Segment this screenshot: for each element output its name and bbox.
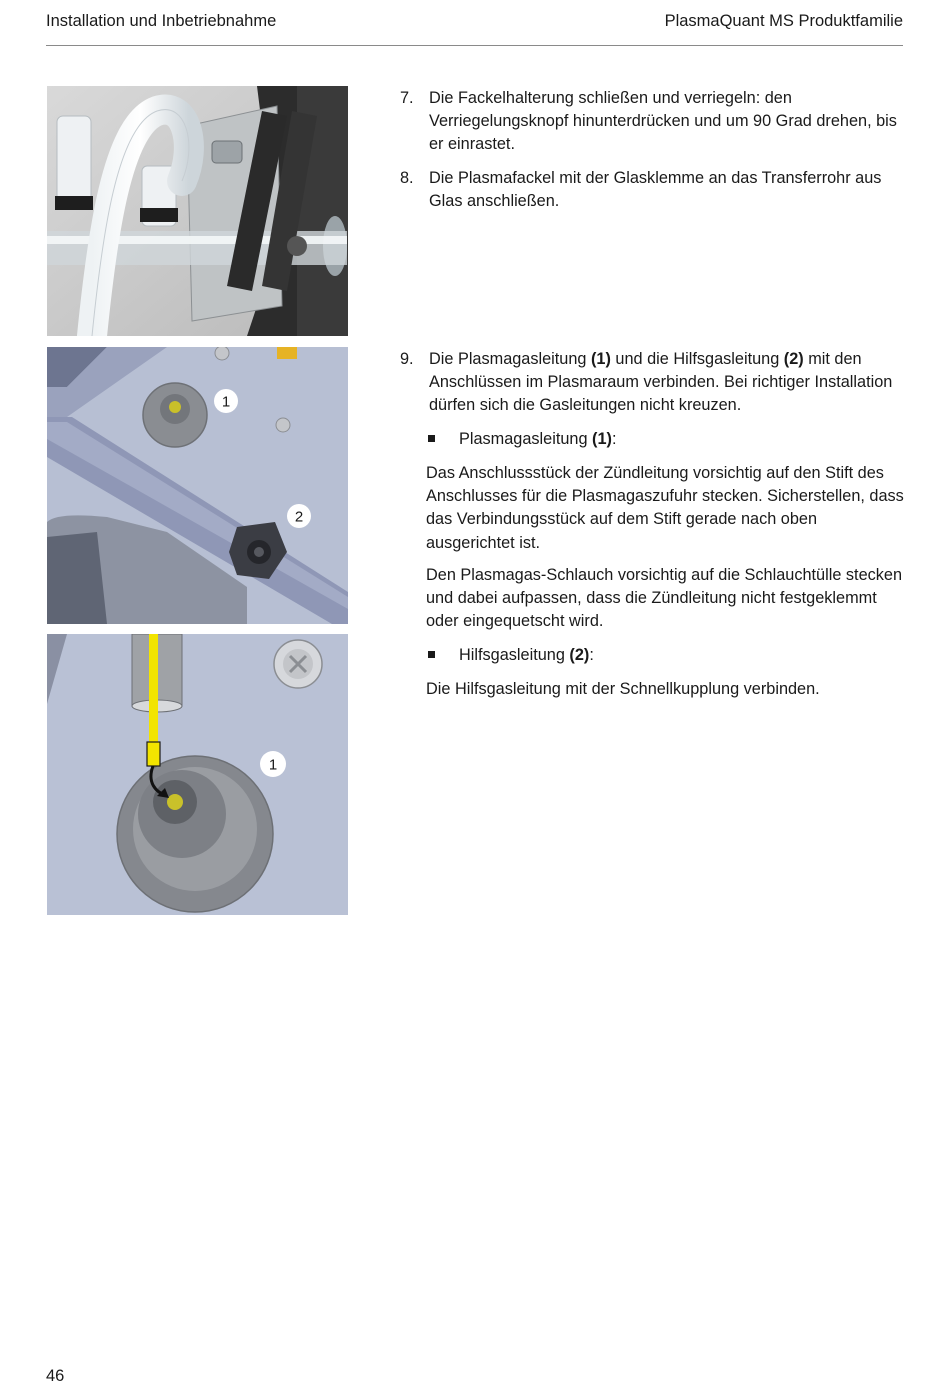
figure-gas-connections xyxy=(47,347,348,624)
step-text: Die Fackelhalterung schließen und verriegeln: den Verriegelungsknopf hinunterdrücken und um 90 Grad drehen, bis er einrastet. xyxy=(429,89,897,154)
page-number: 46 xyxy=(46,1367,65,1385)
figure-ignition-lead-connection xyxy=(47,634,348,915)
paragraph-auxiliary-coupling: Die Hilfsgasleitung mit der Schnellkupplung verbinden. xyxy=(426,680,820,698)
page-header xyxy=(46,12,903,46)
step-number: 8. xyxy=(400,169,414,187)
header-product-name: PlasmaQuant MS Produktfamilie xyxy=(664,12,903,30)
step-8 xyxy=(400,167,905,213)
step-number: 9. xyxy=(400,350,414,368)
figure-callout-2: 2 xyxy=(294,508,304,526)
step-text: Die Plasmagasleitung (1) und die Hilfsgasleitung (2) mit den Anschlüssen im Plasmaraum verbinden. Bei richtiger Installation dürfen sich die Gasleitungen nicht kreuzen. xyxy=(429,350,893,415)
step-number: 7. xyxy=(400,89,414,107)
step-text: Die Plasmafackel mit der Glasklemme an das Transferrohr aus Glas anschließen. xyxy=(429,169,882,211)
bullet-plasma-gas-line: Plasmagasleitung (1): xyxy=(428,428,616,451)
bullet-auxiliary-gas-line: Hilfsgasleitung (2): xyxy=(428,644,594,667)
step-7 xyxy=(400,87,905,157)
figure-callout-1: 1 xyxy=(221,393,231,411)
step-9 xyxy=(400,348,905,418)
bullet-square-icon xyxy=(428,435,435,442)
figure-torch-holder-photo xyxy=(47,86,348,336)
reference-2: (2) xyxy=(783,350,804,368)
paragraph-plasma-hose: Den Plasmagas-Schlauch vorsichtig auf die Schlauchtülle stecken und dabei aufpassen, dass die Zündleitung nicht festgeklemmt oder eingequetscht wird. xyxy=(426,566,903,631)
paragraph-plasma-ignition: Das Anschlussstück der Zündleitung vorsichtig auf den Stift des Anschlusses für die Plasmagaszufuhr stecken. Sicherstellen, dass das Verbindungsstück auf dem Stift gerade nach oben ausgerichtet ist. xyxy=(426,464,904,552)
bullet-square-icon xyxy=(428,651,435,658)
header-section-title: Installation und Inbetriebnahme xyxy=(46,12,277,30)
figure-callout-1: 1 xyxy=(268,756,278,774)
reference-1: (1) xyxy=(591,350,611,368)
